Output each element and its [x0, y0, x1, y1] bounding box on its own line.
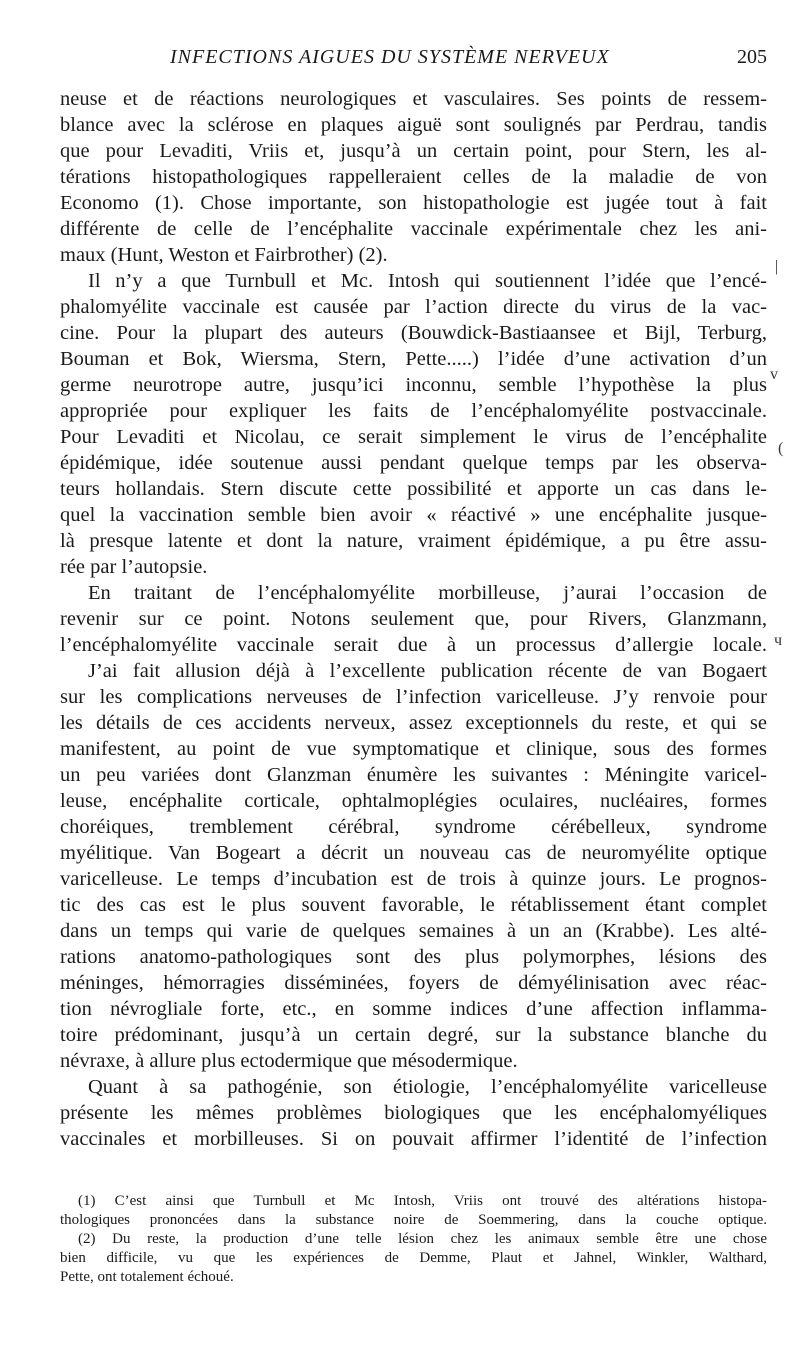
text-line: revenir sur ce point. Notons seulement que, pour Rivers, Glanzmann,	[60, 608, 767, 630]
text-line: choréiques, tremblement cérébral, syndrome cérébelleux, syndrome	[60, 816, 767, 838]
text-line: rée par l’autopsie.	[60, 556, 208, 578]
text-line: germe neurotrope autre, jusqu’ici inconnu, semble l’hypothèse la plus	[60, 374, 767, 396]
text-line: névraxe, à allure plus ectodermique que mésodermique.	[60, 1050, 518, 1072]
text-line: quel la vaccination semble bien avoir « réactivé » une encéphalite jusque-	[60, 504, 767, 526]
page-header	[60, 46, 767, 76]
text-line: présente les mêmes problèmes biologiques que les encéphalomyéliques	[60, 1102, 767, 1124]
text-line: les détails de ces accidents nerveux, assez exceptionnels du reste, et qui se	[60, 712, 767, 734]
text-line: Quant à sa pathogénie, son étiologie, l’encéphalomyélite varicelleuse	[88, 1076, 767, 1098]
footnote-line: Pette, ont totalement échoué.	[60, 1269, 234, 1285]
text-line: manifestent, au point de vue symptomatique et clinique, sous des formes	[60, 738, 767, 760]
text-line: leuse, encéphalite corticale, ophtalmoplégies oculaires, nucléaires, formes	[60, 790, 767, 812]
text-line: blance avec la sclérose en plaques aiguë sont soulignés par Perdrau, tandis	[60, 114, 767, 136]
text-line: cine. Pour la plupart des auteurs (Bouwdick-Bastiaansee et Bijl, Terburg,	[60, 322, 767, 344]
text-line: Il n’y a que Turnbull et Mc. Intosh qui soutiennent l’idée que l’encé-	[88, 270, 767, 292]
margin-mark: v	[770, 366, 778, 383]
body-text	[60, 86, 767, 1152]
footnote-line: (1) C’est ainsi que Turnbull et Mc Intosh, Vriis ont trouvé des altérations histopa-	[78, 1193, 767, 1209]
text-line: Bouman et Bok, Wiersma, Stern, Pette.....) l’idée d’une activation d’un	[60, 348, 767, 370]
text-line: J’ai fait allusion déjà à l’excellente publication récente de van Bogaert	[88, 660, 767, 682]
text-line: myélitique. Van Bogeart a décrit un nouveau cas de neuromyélite optique	[60, 842, 767, 864]
footnote-line: (2) Du reste, la production d’une telle lésion chez les animaux semble être une chose	[78, 1231, 767, 1247]
margin-mark: |	[775, 258, 779, 275]
running-title: INFECTIONS AIGUES DU SYSTÈME NERVEUX	[170, 46, 610, 68]
text-line: teurs hollandais. Stern discute cette possibilité et apporte un cas dans le-	[60, 478, 767, 500]
text-line: Pour Levaditi et Nicolau, ce serait simplement le virus de l’encéphalite	[60, 426, 767, 448]
text-line: vaccinales et morbilleuses. Si on pouvait affirmer l’identité de l’infection	[60, 1128, 767, 1150]
text-line: rations anatomo-pathologiques sont des plus polymorphes, lésions des	[60, 946, 767, 968]
footnotes	[60, 1192, 767, 1287]
text-line: là presque latente et dont la nature, vraiment épidémique, a pu être assu-	[60, 530, 767, 552]
margin-mark: (	[778, 440, 784, 457]
text-line: toire prédominant, jusqu’à un certain degré, sur la substance blanche du	[60, 1024, 767, 1046]
text-line: un peu variées dont Glanzman énumère les suivantes : Méningite varicel-	[60, 764, 767, 786]
text-line: térations histopathologiques rappelleraient celles de la maladie de von	[60, 166, 767, 188]
text-line: dans un temps qui varie de quelques semaines à un an (Krabbe). Les alté-	[60, 920, 767, 942]
text-line: que pour Levaditi, Vriis et, jusqu’à un certain point, pour Stern, les al-	[60, 140, 767, 162]
text-line: Economo (1). Chose importante, son histopathologie est jugée tout à fait	[60, 192, 767, 214]
text-line: épidémique, idée soutenue aussi pendant quelque temps par les observa-	[60, 452, 767, 474]
text-line: maux (Hunt, Weston et Fairbrother) (2).	[60, 244, 388, 266]
text-line: l’encéphalomyélite vaccinale serait due à un processus d’allergie locale.	[60, 634, 767, 656]
margin-mark: ч	[774, 632, 783, 649]
text-line: tion névrogliale forte, etc., en somme indices d’une affection inflamma-	[60, 998, 767, 1020]
text-line: appropriée pour expliquer les faits de l’encéphalomyélite postvaccinale.	[60, 400, 767, 422]
text-line: tic des cas est le plus souvent favorable, le rétablissement étant complet	[60, 894, 767, 916]
text-line: méninges, hémorragies disséminées, foyers de démyélinisation avec réac-	[60, 972, 767, 994]
text-line: varicelleuse. Le temps d’incubation est de trois à quinze jours. Le prognos-	[60, 868, 767, 890]
text-line: phalomyélite vaccinale est causée par l’action directe du virus de la vac-	[60, 296, 767, 318]
text-line: En traitant de l’encéphalomyélite morbilleuse, j’aurai l’occasion de	[88, 582, 767, 604]
text-line: neuse et de réactions neurologiques et vasculaires. Ses points de ressem-	[60, 88, 767, 110]
footnote-line: bien difficile, vu que les expériences de Demme, Plaut et Jahnel, Winkler, Walthard,	[60, 1250, 767, 1266]
text-line: différente de celle de l’encéphalite vaccinale expérimentale chez les ani-	[60, 218, 767, 240]
footnote-line: thologiques prononcées dans la substance noire de Soemmering, dans la couche optique.	[60, 1212, 767, 1228]
text-line: sur les complications nerveuses de l’infection varicelleuse. J’y renvoie pour	[60, 686, 767, 708]
page-number: 205	[737, 46, 767, 68]
